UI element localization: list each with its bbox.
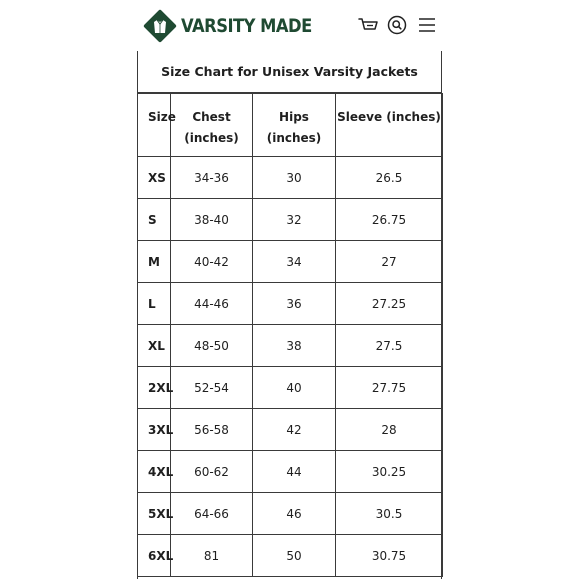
- chest-cell: 56-58: [171, 409, 253, 451]
- brand-name: VARSITY MADE: [181, 15, 312, 37]
- table-row: [138, 283, 443, 325]
- table-row: [138, 325, 443, 367]
- cart-icon[interactable]: [357, 14, 379, 36]
- hips-cell: 36: [253, 283, 336, 325]
- sleeve-cell: 27: [336, 241, 443, 283]
- size-cell: XL: [138, 325, 171, 367]
- column-header-chest: Chest (inches): [171, 94, 253, 157]
- sleeve-cell: 27.75: [336, 367, 443, 409]
- table-header-row: [138, 94, 443, 157]
- hips-cell: 32: [253, 199, 336, 241]
- sleeve-cell: 26.5: [336, 157, 443, 199]
- size-cell: M: [138, 241, 171, 283]
- column-header-sleeve: Sleeve (inches): [336, 94, 443, 157]
- chest-cell: 38-40: [171, 199, 253, 241]
- hips-cell: 50: [253, 535, 336, 577]
- table-row: [138, 451, 443, 493]
- size-cell: 6XL: [138, 535, 171, 577]
- site-header: [0, 0, 580, 52]
- hips-cell: 46: [253, 493, 336, 535]
- sleeve-cell: 27.5: [336, 325, 443, 367]
- sleeve-cell: 30.5: [336, 493, 443, 535]
- sleeve-cell: 27.25: [336, 283, 443, 325]
- hips-cell: 40: [253, 367, 336, 409]
- chest-cell: 34-36: [171, 157, 253, 199]
- hips-cell: 30: [253, 157, 336, 199]
- hamburger-menu-icon[interactable]: [416, 14, 438, 36]
- chest-cell: 60-62: [171, 451, 253, 493]
- table-row: [138, 367, 443, 409]
- size-cell: L: [138, 283, 171, 325]
- size-chart-title: Size Chart for Unisex Varsity Jackets: [138, 51, 441, 93]
- column-header-hips: Hips (inches): [253, 94, 336, 157]
- table-row: [138, 157, 443, 199]
- size-chart: [137, 51, 442, 579]
- chest-cell: 81: [171, 535, 253, 577]
- size-cell: XS: [138, 157, 171, 199]
- search-icon[interactable]: [386, 14, 408, 36]
- size-cell: S: [138, 199, 171, 241]
- chest-cell: 64-66: [171, 493, 253, 535]
- table-row: [138, 535, 443, 577]
- hips-cell: 44: [253, 451, 336, 493]
- table-row: [138, 493, 443, 535]
- jacket-logo-icon: [143, 9, 177, 43]
- brand-logo[interactable]: [143, 9, 333, 43]
- sleeve-cell: 26.75: [336, 199, 443, 241]
- chest-cell: 52-54: [171, 367, 253, 409]
- chest-cell: 44-46: [171, 283, 253, 325]
- size-table: [137, 93, 443, 577]
- table-row: [138, 409, 443, 451]
- size-cell: 5XL: [138, 493, 171, 535]
- hips-cell: 34: [253, 241, 336, 283]
- hips-cell: 42: [253, 409, 336, 451]
- column-header-size: Size: [138, 94, 171, 157]
- table-row: [138, 241, 443, 283]
- size-cell: 2XL: [138, 367, 171, 409]
- chest-cell: 40-42: [171, 241, 253, 283]
- size-cell: 4XL: [138, 451, 171, 493]
- size-cell: 3XL: [138, 409, 171, 451]
- table-row: [138, 199, 443, 241]
- hips-cell: 38: [253, 325, 336, 367]
- sleeve-cell: 28: [336, 409, 443, 451]
- chest-cell: 48-50: [171, 325, 253, 367]
- sleeve-cell: 30.75: [336, 535, 443, 577]
- sleeve-cell: 30.25: [336, 451, 443, 493]
